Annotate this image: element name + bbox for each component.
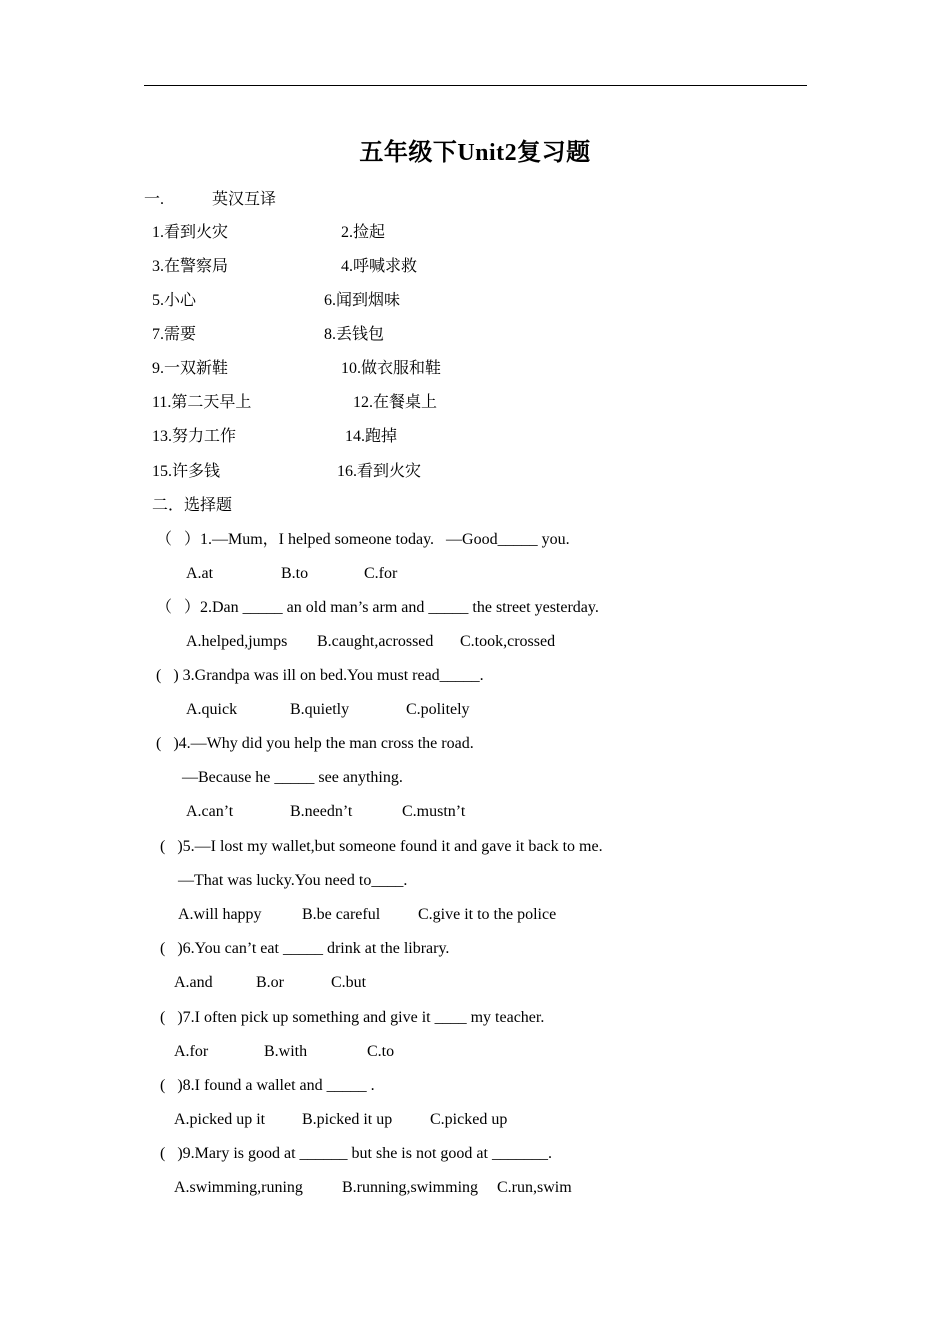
vocab-item: 9.一双新鞋 — [152, 360, 229, 377]
page-title: 五年级下Unit2复习题 — [359, 140, 591, 166]
question-stem: ( )8.I found a wallet and _____ . — [160, 1077, 375, 1094]
section1-heading: 英汉互译 — [212, 191, 277, 208]
vocab-item: 5.小心 — [152, 292, 197, 309]
option-c: C.politely — [406, 701, 470, 718]
vocab-item: 11.第二天早上 — [152, 394, 252, 411]
option-b: B.picked it up — [302, 1111, 393, 1128]
option-c: C.run,swim — [497, 1179, 572, 1196]
section2-heading: 二．选择题 — [152, 497, 233, 514]
vocab-item: 8.丢钱包 — [324, 326, 385, 343]
vocab-item: 6.闻到烟味 — [324, 292, 401, 309]
section1-number: 一. — [144, 191, 165, 208]
option-a: A.picked up it — [174, 1111, 266, 1128]
vocab-item: 15.许多钱 — [152, 463, 221, 480]
question-stem: ( )4.—Why did you help the man cross the road. — [156, 735, 474, 752]
option-a: A.helped,jumps — [186, 633, 288, 650]
option-b: B.caught,acrossed — [317, 633, 434, 650]
option-c: C.give it to the police — [418, 906, 557, 923]
vocab-item: 1.看到火灾 — [152, 224, 229, 241]
option-c: C.but — [331, 974, 367, 991]
option-b: B.be careful — [302, 906, 381, 923]
option-a: A.for — [174, 1043, 209, 1060]
option-c: C.for — [364, 565, 398, 582]
option-c: C.took,crossed — [460, 633, 556, 650]
option-a: A.swimming,runing — [174, 1179, 303, 1196]
vocab-item: 14.跑掉 — [345, 428, 398, 445]
option-b: B.needn’t — [290, 803, 353, 820]
option-b: B.or — [256, 974, 284, 991]
option-c: C.to — [367, 1043, 395, 1060]
header-rule — [144, 85, 807, 86]
vocab-item: 12.在餐桌上 — [353, 394, 438, 411]
option-b: B.quietly — [290, 701, 350, 718]
question-stem: ( )9.Mary is good at ______ but she is not good at _______. — [160, 1145, 552, 1162]
question-stem: （ ）1.—Mum，I helped someone today. —Good_____ you. — [156, 531, 570, 548]
question-stem: （ ）2.Dan _____ an old man’s arm and _____ the street yesterday. — [156, 599, 599, 616]
vocab-item: 4.呼喊求救 — [341, 258, 418, 275]
vocab-item: 13.努力工作 — [152, 428, 237, 445]
option-a: A.quick — [186, 701, 238, 718]
vocab-item: 16.看到火灾 — [337, 463, 422, 480]
option-a: A.and — [174, 974, 213, 991]
question-stem: ( )6.You can’t eat _____ drink at the library. — [160, 940, 450, 957]
vocab-item: 2.捡起 — [341, 224, 386, 241]
option-b: B.to — [281, 565, 309, 582]
question-stem: ( )5.—I lost my wallet,but someone found it and gave it back to me. — [160, 838, 603, 855]
option-a: A.at — [186, 565, 214, 582]
question-stem: ( ) 3.Grandpa was ill on bed.You must read_____. — [156, 667, 484, 684]
question-stem: ( )7.I often pick up something and give it ____ my teacher. — [160, 1009, 545, 1026]
option-c: C.picked up — [430, 1111, 508, 1128]
vocab-item: 3.在警察局 — [152, 258, 229, 275]
option-b: B.with — [264, 1043, 308, 1060]
option-b: B.running,swimming — [342, 1179, 479, 1196]
question-stem-line2: —Because he _____ see anything. — [182, 769, 403, 786]
option-a: A.will happy — [178, 906, 262, 923]
option-a: A.can’t — [186, 803, 234, 820]
vocab-item: 10.做衣服和鞋 — [341, 360, 442, 377]
option-c: C.mustn’t — [402, 803, 466, 820]
vocab-item: 7.需要 — [152, 326, 197, 343]
question-stem-line2: —That was lucky.You need to____. — [178, 872, 408, 889]
